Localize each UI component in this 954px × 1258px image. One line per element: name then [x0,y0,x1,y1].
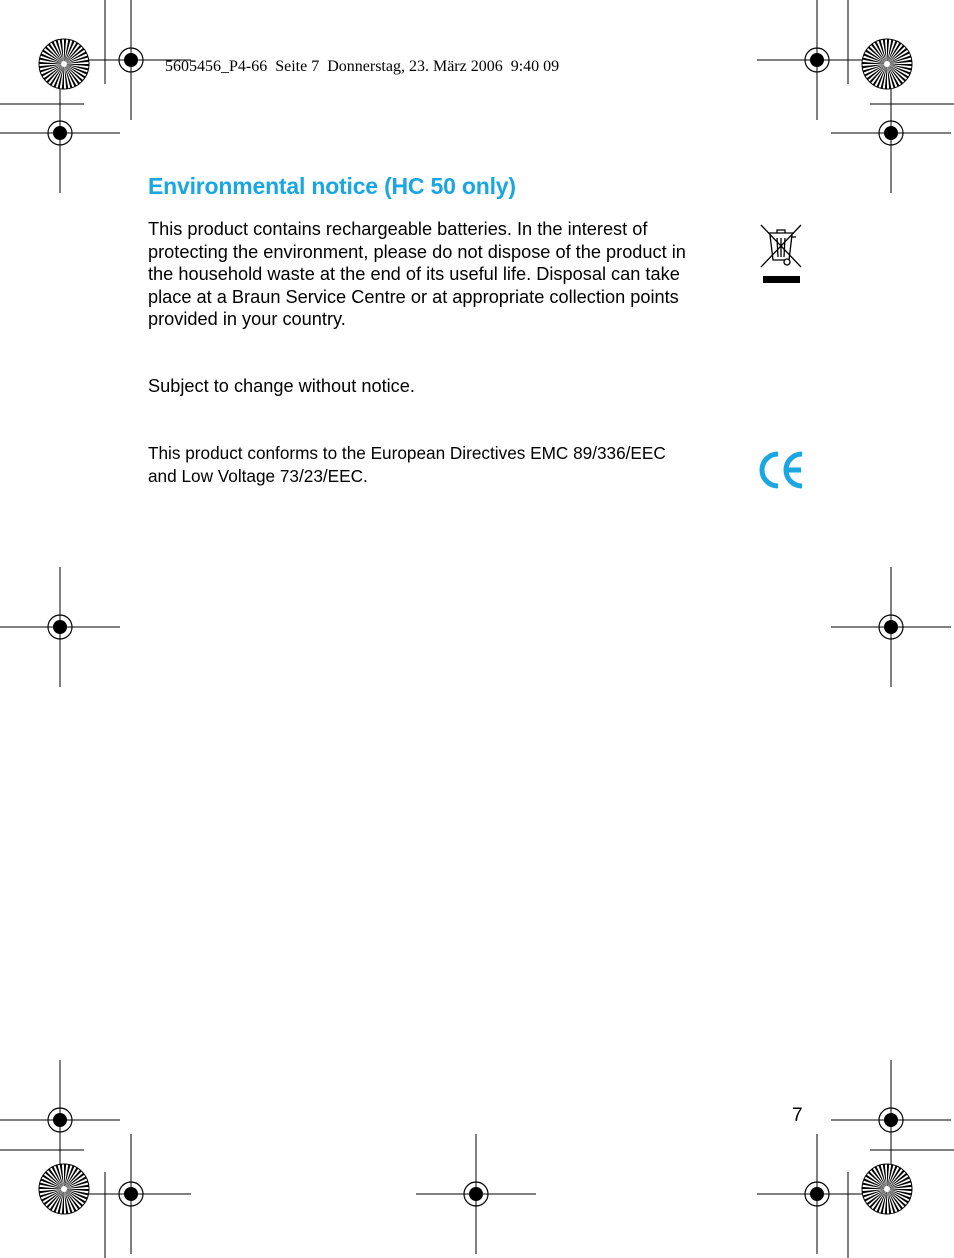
registration-crosshair-icon [0,567,120,687]
registration-crosshair-icon [831,1060,951,1180]
print-info-line: 5605456_P4-66 Seite 7 Donnerstag, 23. März 2006 9:40 09 [165,58,560,75]
conformity-statement [148,442,738,487]
registration-crosshair-icon [757,1134,877,1254]
registration-crosshair-icon [831,73,951,193]
starburst-color-bar-icon [39,39,89,89]
text-line: This product conforms to the European Directives EMC 89/336/EEC [148,443,666,463]
environmental-notice-text [148,218,748,331]
text-line: protecting the environment, please do not dispose of the product in [148,241,686,262]
text-line: and Low Voltage 73/23/EEC. [148,465,368,486]
section-heading: Environmental notice (HC 50 only) [148,173,516,199]
text-line: the household waste at the end of its useful life. Disposal can take [148,264,680,285]
change-notice: Subject to change without notice. [148,376,415,396]
registration-crosshair-icon [757,0,877,120]
crossed-out-wheelie-bin-icon [758,222,804,286]
text-line: This product contains rechargeable batteries. In the interest of [148,219,648,239]
ce-mark-icon [757,450,807,490]
registration-crosshair-icon [0,73,120,193]
starburst-color-bar-icon [862,39,912,89]
text-line: provided in your country. [148,309,346,330]
registration-crosshair-icon [0,1060,120,1180]
registration-crosshair-icon [416,1134,536,1254]
starburst-color-bar-icon [39,1164,89,1214]
page-number: 7 [792,1105,803,1126]
text-line: place at a Braun Service Centre or at appropriate collection points [148,286,679,307]
registration-crosshair-icon [831,567,951,687]
starburst-color-bar-icon [862,1164,912,1214]
